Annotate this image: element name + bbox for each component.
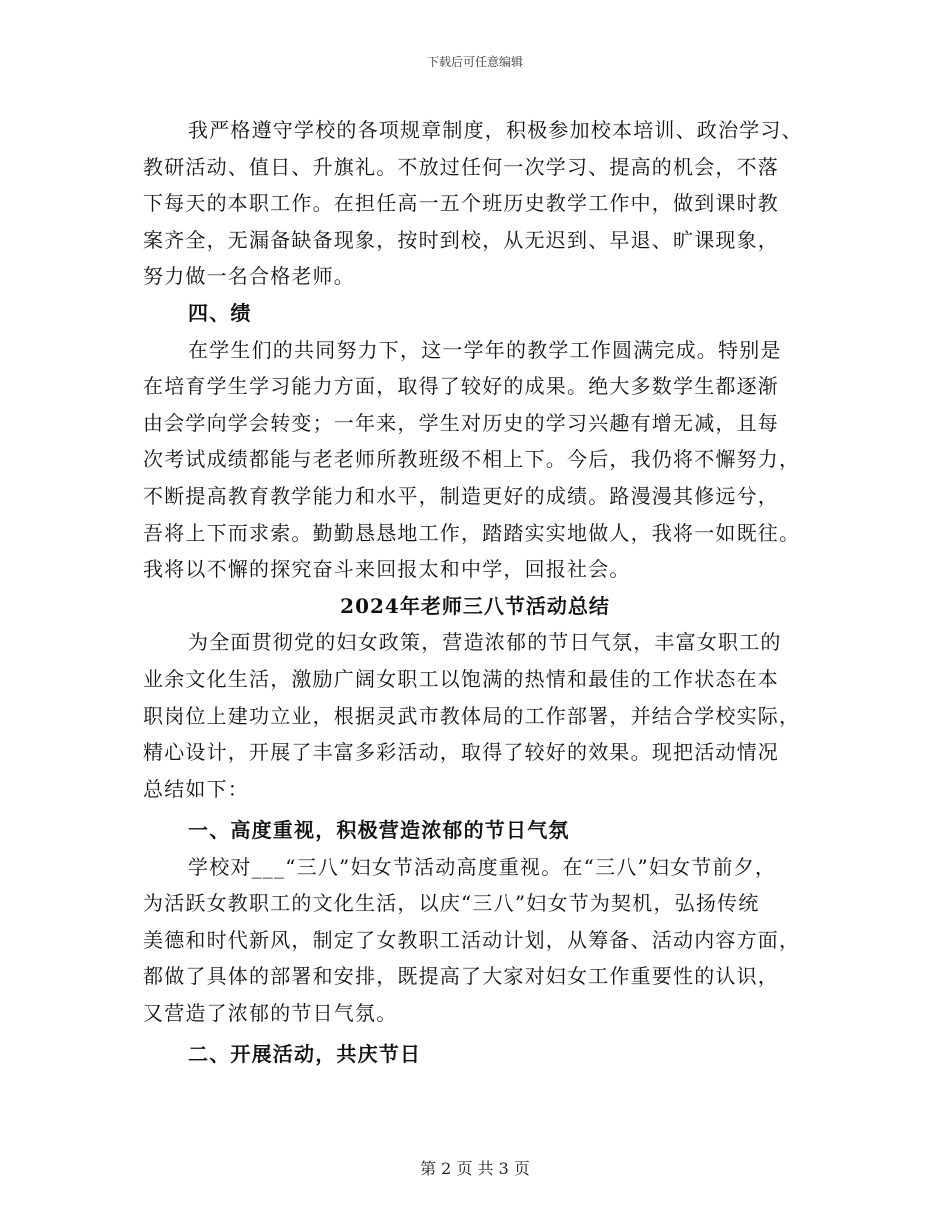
paragraph-line: 教研活动、值日、升旗礼。不放过任何一次学习、提高的机会，不落 <box>143 155 779 179</box>
paragraph-line: 在学生们的共同努力下，这一学年的教学工作圆满完成。特别是 <box>188 338 782 362</box>
paragraph-line: 美德和时代新风，制定了女教职工活动计划，从筹备、活动内容方面， <box>143 928 801 952</box>
paragraph-line: 由会学向学会转变；一年来，学生对历史的学习兴趣有增无减，且每 <box>143 411 779 435</box>
paragraph-line: 努力做一名合格老师。 <box>143 264 355 288</box>
page-footer: 第 2 页 共 3 页 <box>420 1159 530 1178</box>
paragraph-line: 职岗位上建功立业，根据灵武市教体局的工作部署，并结合学校实际， <box>143 704 801 728</box>
paragraph-line: 吾将上下而求索。勤勤恳恳地工作，踏踏实实地做人，我将一如既往。 <box>143 521 801 545</box>
paragraph-line: 精心设计，开展了丰富多彩活动，取得了较好的效果。现把活动情况 <box>143 740 779 764</box>
paragraph-line: 都做了具体的部署和安排，既提高了大家对妇女工作重要性的认识， <box>143 964 779 988</box>
paragraph-line: 在培育学生学习能力方面，取得了较好的成果。绝大多数学生都逐渐 <box>143 374 779 398</box>
paragraph-line: 为全面贯彻党的妇女政策，营造浓郁的节日气氛，丰富女职工的 <box>188 630 782 654</box>
paragraph-line: 业余文化生活，激励广阔女职工以饱满的热情和最佳的工作状态在本 <box>143 667 779 691</box>
document-title: 2024年老师三八节活动总结 <box>340 594 610 618</box>
paragraph-line: 不断提高教育教学能力和水平，制造更好的成绩。路漫漫其修远兮， <box>143 484 779 508</box>
paragraph-line: 次考试成绩都能与老老师所教班级不相上下。今后，我仍将不懈努力， <box>143 447 801 471</box>
paragraph-line: 又营造了浓郁的节日气氛。 <box>143 1001 398 1025</box>
paragraph-line: 学校对___“三八”妇女节活动高度重视。在“三八”妇女节前夕， <box>188 855 777 879</box>
paragraph-line: 为活跃女教职工的文化生活，以庆“三八”妇女节为契机，弘扬传统 <box>143 891 760 915</box>
section-heading: 一、高度重视，积极营造浓郁的节日气氛 <box>188 818 570 842</box>
page-header: 下载后可任意编辑 <box>426 55 523 69</box>
paragraph-line: 我将以不懈的探究奋斗来回报太和中学，回报社会。 <box>143 557 631 581</box>
paragraph-line: 我严格遵守学校的各项规章制度，积极参加校本培训、政治学习、 <box>188 118 803 142</box>
paragraph-line: 总结如下： <box>143 777 249 801</box>
section-heading: 四、绩 <box>188 301 252 325</box>
paragraph-line: 下每天的本职工作。在担任高一五个班历史教学工作中，做到课时教 <box>143 191 779 215</box>
section-heading: 二、开展活动，共庆节日 <box>188 1042 422 1066</box>
paragraph-line: 案齐全，无漏备缺备现象，按时到校，从无迟到、早退、旷课现象， <box>143 228 779 252</box>
